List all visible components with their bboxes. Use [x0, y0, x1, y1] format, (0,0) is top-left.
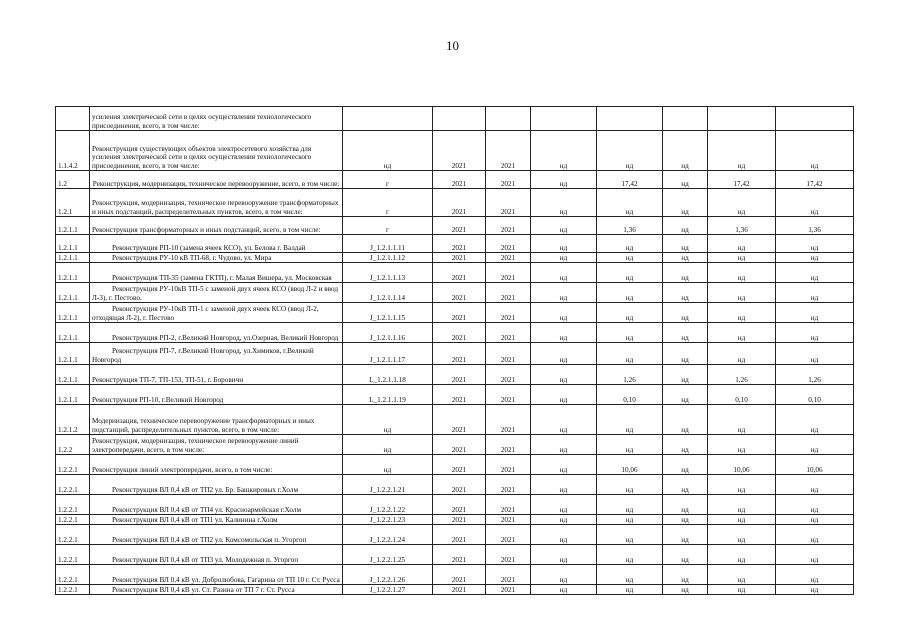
row-value-cell: нд [663, 323, 708, 343]
row-value-cell: нд [708, 515, 776, 525]
row-value-cell: нд [663, 515, 708, 525]
row-value-cell: нд [531, 565, 597, 585]
row-year-end-cell: 2021 [486, 343, 531, 365]
row-value-cell: нд [776, 515, 854, 525]
row-value-cell: нд [663, 525, 708, 545]
row-value-cell: 0,10 [597, 385, 663, 405]
row-value-cell: нд [531, 171, 597, 189]
row-code-cell: 1.2.1.1 [56, 283, 90, 303]
row-code-cell: 1.2.1.1 [56, 217, 90, 235]
row-year-start-cell: 2021 [433, 455, 486, 475]
row-value-cell: нд [663, 385, 708, 405]
row-year-start-cell: 2021 [433, 189, 486, 217]
row-value-cell: нд [663, 405, 708, 435]
row-id-cell: J_1.2.2.1.25 [343, 545, 433, 565]
row-year-end-cell [486, 107, 531, 131]
table-row [56, 495, 854, 515]
row-value-cell: нд [531, 405, 597, 435]
table-row [56, 475, 854, 495]
row-value-cell: 10,06 [776, 455, 854, 475]
row-code-cell: 1.2.2.1 [56, 565, 90, 585]
row-year-end-cell: 2021 [486, 365, 531, 385]
row-name-cell: Реконструкция, модернизация, техническое перевооружение трансформаторных и иных подстанций, распределительных пунктов, всего, в том числе: [90, 189, 343, 217]
row-year-end-cell: 2021 [486, 253, 531, 263]
row-value-cell: нд [663, 435, 708, 455]
row-year-start-cell: 2021 [433, 585, 486, 595]
row-value-cell: нд [531, 235, 597, 253]
row-name-cell: усиления электрической сети в целях осуществления технологического присоединения, всего, в том числе: [90, 107, 343, 131]
row-value-cell: нд [663, 253, 708, 263]
row-value-cell [597, 107, 663, 131]
row-name-cell: Модернизация, техническое перевооружение трансформаторных и иных подстанций, распределительных пунктов, всего, в том числе: [90, 405, 343, 435]
row-year-end-cell: 2021 [486, 283, 531, 303]
row-value-cell: нд [776, 303, 854, 323]
table-row [56, 525, 854, 545]
investment-program-table [55, 106, 854, 595]
row-name-cell: Реконструкция, модернизация, техническое перевооружение, всего, в том числе: [90, 171, 343, 189]
row-id-cell: J_1.2.2.1.22 [343, 495, 433, 515]
row-year-start-cell: 2021 [433, 303, 486, 323]
table-row [56, 235, 854, 253]
row-year-start-cell: 2021 [433, 525, 486, 545]
row-value-cell: нд [663, 365, 708, 385]
row-name-cell: Реконструкция ВЛ 0,4 кВ от ТП4 ул. Красноармейская г.Холм [90, 495, 343, 515]
row-id-cell: нд [343, 131, 433, 171]
table-row [56, 253, 854, 263]
row-id-cell: нд [343, 455, 433, 475]
table-row [56, 189, 854, 217]
row-value-cell: нд [776, 585, 854, 595]
row-value-cell: нд [597, 131, 663, 171]
table-row [56, 585, 854, 595]
row-code-cell: 1.2.2.1 [56, 475, 90, 495]
row-id-cell: г [343, 171, 433, 189]
row-value-cell: нд [531, 323, 597, 343]
row-value-cell: нд [663, 565, 708, 585]
row-year-start-cell: 2021 [433, 495, 486, 515]
row-value-cell: нд [597, 525, 663, 545]
row-value-cell: нд [531, 365, 597, 385]
row-value-cell: нд [776, 435, 854, 455]
row-name-cell: Реконструкция линий электропередачи, всего, в том числе: [90, 455, 343, 475]
row-value-cell: 10,06 [597, 455, 663, 475]
row-id-cell: J_1.2.1.1.13 [343, 263, 433, 283]
row-year-start-cell: 2021 [433, 131, 486, 171]
row-value-cell: нд [597, 585, 663, 595]
row-value-cell [708, 107, 776, 131]
row-value-cell: нд [597, 343, 663, 365]
table-row [56, 405, 854, 435]
row-year-end-cell: 2021 [486, 475, 531, 495]
row-value-cell: нд [663, 495, 708, 515]
row-id-cell: J_1.2.1.1.11 [343, 235, 433, 253]
row-year-start-cell: 2021 [433, 235, 486, 253]
row-code-cell: 1.2.1 [56, 189, 90, 217]
row-year-start-cell [433, 107, 486, 131]
row-code-cell: 1.2.2.1 [56, 525, 90, 545]
row-id-cell: J_1.2.1.1.14 [343, 283, 433, 303]
table-row [56, 171, 854, 189]
row-name-cell: Реконструкция ВЛ 0,4 кВ ул. Ст. Разина от ТП 7 г. Ст. Русса [90, 585, 343, 595]
row-value-cell: нд [663, 217, 708, 235]
row-value-cell: нд [708, 283, 776, 303]
row-value-cell: нд [597, 253, 663, 263]
row-value-cell: нд [708, 405, 776, 435]
row-year-end-cell: 2021 [486, 545, 531, 565]
row-year-start-cell: 2021 [433, 365, 486, 385]
row-value-cell: нд [708, 235, 776, 253]
row-value-cell: нд [776, 525, 854, 545]
row-value-cell: нд [531, 303, 597, 323]
row-value-cell: нд [663, 131, 708, 171]
row-name-cell: Реконструкция РУ-10 кВ ТП-68, г. Чудово, ул. Мира [90, 253, 343, 263]
table-row [56, 515, 854, 525]
row-value-cell: нд [531, 545, 597, 565]
row-value-cell: нд [531, 385, 597, 405]
table-row [56, 343, 854, 365]
row-value-cell: нд [663, 455, 708, 475]
row-value-cell: нд [531, 455, 597, 475]
row-value-cell: нд [663, 283, 708, 303]
row-value-cell: нд [531, 189, 597, 217]
row-year-start-cell: 2021 [433, 171, 486, 189]
row-year-start-cell: 2021 [433, 263, 486, 283]
row-year-end-cell: 2021 [486, 189, 531, 217]
table-row [56, 303, 854, 323]
row-name-cell: Реконструкция ТП-35 (замена ГКТП), г. Малая Вишера, ул. Московская [90, 263, 343, 283]
row-year-start-cell: 2021 [433, 217, 486, 235]
row-value-cell: нд [531, 495, 597, 515]
row-year-start-cell: 2021 [433, 435, 486, 455]
row-value-cell: нд [776, 545, 854, 565]
row-value-cell: нд [597, 495, 663, 515]
row-value-cell: нд [776, 235, 854, 253]
row-code-cell: 1.2.1.1 [56, 343, 90, 365]
row-value-cell: нд [531, 217, 597, 235]
row-value-cell: нд [663, 303, 708, 323]
row-code-cell: 1.2.1.2 [56, 405, 90, 435]
row-value-cell: 10,06 [708, 455, 776, 475]
row-value-cell: нд [597, 405, 663, 435]
row-value-cell: нд [663, 235, 708, 253]
row-value-cell: нд [776, 495, 854, 515]
row-value-cell: нд [663, 171, 708, 189]
row-code-cell: 1.2.2.1 [56, 585, 90, 595]
row-year-end-cell: 2021 [486, 495, 531, 515]
table-row [56, 131, 854, 171]
row-year-end-cell: 2021 [486, 385, 531, 405]
row-year-end-cell: 2021 [486, 525, 531, 545]
table-row [56, 385, 854, 405]
row-value-cell: нд [531, 343, 597, 365]
row-value-cell: нд [531, 525, 597, 545]
row-name-cell: Реконструкция, модернизация, техническое перевооружение линий электропередачи, всего, в том числе: [90, 435, 343, 455]
row-year-start-cell: 2021 [433, 565, 486, 585]
row-value-cell: 17,42 [597, 171, 663, 189]
row-value-cell: нд [708, 189, 776, 217]
row-value-cell: нд [776, 253, 854, 263]
row-value-cell: нд [531, 585, 597, 595]
row-value-cell [776, 107, 854, 131]
row-value-cell: нд [663, 263, 708, 283]
row-value-cell: нд [708, 303, 776, 323]
table-row [56, 565, 854, 585]
row-year-end-cell: 2021 [486, 303, 531, 323]
row-value-cell: нд [597, 565, 663, 585]
row-value-cell: нд [708, 495, 776, 515]
row-name-cell: Реконструкция ВЛ 0,4 кВ от ТП1 ул. Калинина г.Холм [90, 515, 343, 525]
row-name-cell: Реконструкция ВЛ 0,4 кВ ул. Добролюбова, Гагарина от ТП 10 г. Ст. Русса [90, 565, 343, 585]
row-value-cell: нд [776, 263, 854, 283]
row-value-cell: нд [663, 475, 708, 495]
row-id-cell: г [343, 189, 433, 217]
row-value-cell: 1,26 [708, 365, 776, 385]
row-value-cell: нд [708, 475, 776, 495]
row-id-cell: J_1.2.1.1.15 [343, 303, 433, 323]
row-value-cell: нд [531, 131, 597, 171]
row-code-cell: 1.2.1.1 [56, 235, 90, 253]
row-value-cell: нд [708, 131, 776, 171]
row-value-cell: 1,36 [776, 217, 854, 235]
row-value-cell: нд [531, 253, 597, 263]
row-value-cell: нд [776, 323, 854, 343]
row-name-cell: Реконструкция ТП-7, ТП-153, ТП-51, г. Боровичи [90, 365, 343, 385]
row-year-end-cell: 2021 [486, 565, 531, 585]
row-year-start-cell: 2021 [433, 323, 486, 343]
row-name-cell: Реконструкция РУ-10кВ ТП-5 с заменой двух ячеек КСО (ввод Л-2 и ввод Л-3), г. Пестово. [90, 283, 343, 303]
row-name-cell: Реконструкция РП-2, г.Великий Новгород, ул.Озерная, Великий Новгород [90, 323, 343, 343]
row-name-cell: Реконструкция существующих объектов электросетевого хозяйства для усиления электрической сети в целях осуществления технологического присоединения, всего, в том числе: [90, 131, 343, 171]
row-code-cell: 1.2.2 [56, 435, 90, 455]
row-code-cell: 1.1.4.2 [56, 131, 90, 171]
row-id-cell: J_1.2.1.1.17 [343, 343, 433, 365]
row-value-cell: нд [597, 545, 663, 565]
row-value-cell: нд [776, 565, 854, 585]
row-id-cell: J_1.2.2.1.26 [343, 565, 433, 585]
row-value-cell: нд [597, 515, 663, 525]
row-value-cell: нд [776, 283, 854, 303]
row-id-cell: нд [343, 435, 433, 455]
row-id-cell: J_1.2.2.1.23 [343, 515, 433, 525]
row-value-cell: 1,36 [597, 217, 663, 235]
row-value-cell: нд [708, 323, 776, 343]
row-value-cell: нд [663, 343, 708, 365]
row-year-end-cell: 2021 [486, 263, 531, 283]
row-year-end-cell: 2021 [486, 235, 531, 253]
row-name-cell: Реконструкция ВЛ 0,4 кВ от ТП3 ул. Молодежная п. Угоргоп [90, 545, 343, 565]
row-year-end-cell: 2021 [486, 131, 531, 171]
table-row [56, 283, 854, 303]
row-value-cell: нд [708, 343, 776, 365]
row-value-cell: нд [597, 475, 663, 495]
row-name-cell: Реконструкция ВЛ 0,4 кВ от ТП2 ул. Бр. Башкировых г.Холм [90, 475, 343, 495]
row-value-cell: нд [531, 515, 597, 525]
table-row [56, 435, 854, 455]
row-code-cell [56, 107, 90, 131]
row-value-cell: нд [708, 585, 776, 595]
row-id-cell: J_1.2.2.1.27 [343, 585, 433, 595]
row-value-cell: нд [663, 585, 708, 595]
row-code-cell: 1.2.1.1 [56, 323, 90, 343]
row-value-cell: нд [597, 323, 663, 343]
row-name-cell: Реконструкция ВЛ 0,4 кВ от ТП2 ул. Комсомольская п. Угоргоп [90, 525, 343, 545]
row-value-cell: нд [776, 405, 854, 435]
row-value-cell: нд [531, 283, 597, 303]
row-year-end-cell: 2021 [486, 585, 531, 595]
row-code-cell: 1.2.2.1 [56, 515, 90, 525]
row-code-cell: 1.2.2.1 [56, 495, 90, 515]
row-value-cell: нд [708, 525, 776, 545]
row-value-cell: нд [597, 235, 663, 253]
row-year-end-cell: 2021 [486, 455, 531, 475]
row-value-cell: нд [531, 263, 597, 283]
row-name-cell: Реконструкция РП-10, г.Великий Новгород [90, 385, 343, 405]
row-year-end-cell: 2021 [486, 405, 531, 435]
row-value-cell: нд [708, 253, 776, 263]
row-id-cell: J_1.2.1.1.12 [343, 253, 433, 263]
row-year-start-cell: 2021 [433, 385, 486, 405]
row-year-start-cell: 2021 [433, 343, 486, 365]
row-year-start-cell: 2021 [433, 253, 486, 263]
row-year-start-cell: 2021 [433, 283, 486, 303]
row-year-start-cell: 2021 [433, 515, 486, 525]
row-id-cell: нд [343, 405, 433, 435]
row-value-cell: 0,10 [776, 385, 854, 405]
row-name-cell: Реконструкция трансформаторных и иных подстанций, всего, в том числе: [90, 217, 343, 235]
row-value-cell: 17,42 [776, 171, 854, 189]
row-value-cell: нд [663, 545, 708, 565]
table-row [56, 217, 854, 235]
row-value-cell: нд [708, 263, 776, 283]
row-value-cell: нд [531, 435, 597, 455]
row-year-start-cell: 2021 [433, 475, 486, 495]
row-year-end-cell: 2021 [486, 515, 531, 525]
row-code-cell: 1.2.1.1 [56, 263, 90, 283]
row-value-cell: 0,10 [708, 385, 776, 405]
row-code-cell: 1.2.1.1 [56, 365, 90, 385]
row-year-end-cell: 2021 [486, 435, 531, 455]
row-code-cell: 1.2.1.1 [56, 385, 90, 405]
row-code-cell: 1.2.2.1 [56, 455, 90, 475]
row-id-cell: J_1.2.2.1.24 [343, 525, 433, 545]
table-row [56, 323, 854, 343]
row-value-cell: нд [708, 545, 776, 565]
row-value-cell: нд [597, 435, 663, 455]
table-row [56, 455, 854, 475]
table-row [56, 107, 854, 131]
row-value-cell: нд [776, 131, 854, 171]
table-row [56, 365, 854, 385]
row-code-cell: 1.2.2.1 [56, 545, 90, 565]
table-row [56, 263, 854, 283]
row-value-cell [531, 107, 597, 131]
row-name-cell: Реконструкция РП-10 (замена ячеек КСО), ул. Белова г. Валдай [90, 235, 343, 253]
row-id-cell [343, 107, 433, 131]
row-id-cell: г [343, 217, 433, 235]
row-value-cell: нд [597, 283, 663, 303]
row-year-end-cell: 2021 [486, 217, 531, 235]
row-code-cell: 1.2 [56, 171, 90, 189]
table-body [56, 107, 854, 595]
row-value-cell: 1,36 [708, 217, 776, 235]
row-value-cell [663, 107, 708, 131]
page-number: 10 [446, 38, 459, 53]
row-value-cell: нд [708, 565, 776, 585]
row-name-cell: Реконструкция РП-7, г.Великий Новгород, ул.Химиков, г.Великий Новгород [90, 343, 343, 365]
row-value-cell: нд [531, 475, 597, 495]
row-id-cell: J_1.2.2.1.21 [343, 475, 433, 495]
row-value-cell: 1,26 [597, 365, 663, 385]
row-value-cell: нд [597, 189, 663, 217]
row-value-cell: 17,42 [708, 171, 776, 189]
row-year-end-cell: 2021 [486, 171, 531, 189]
row-value-cell: нд [708, 435, 776, 455]
row-value-cell: нд [776, 343, 854, 365]
row-year-start-cell: 2021 [433, 405, 486, 435]
row-code-cell: 1.2.1.1 [56, 253, 90, 263]
row-id-cell: J_1.2.1.1.16 [343, 323, 433, 343]
row-year-end-cell: 2021 [486, 323, 531, 343]
row-year-start-cell: 2021 [433, 545, 486, 565]
row-code-cell: 1.2.1.1 [56, 303, 90, 323]
row-value-cell: нд [776, 475, 854, 495]
row-value-cell: нд [663, 189, 708, 217]
table-row [56, 545, 854, 565]
row-name-cell: Реконструкция РУ-10кВ ТП-1 с заменой двух ячеек КСО (ввод Л-2, отходящая Л-2), г. Пестово [90, 303, 343, 323]
row-value-cell: нд [776, 189, 854, 217]
row-id-cell: L_1.2.1.1.18 [343, 365, 433, 385]
row-value-cell: нд [597, 263, 663, 283]
row-value-cell: нд [597, 303, 663, 323]
row-id-cell: L_1.2.1.1.19 [343, 385, 433, 405]
row-value-cell: 1,26 [776, 365, 854, 385]
